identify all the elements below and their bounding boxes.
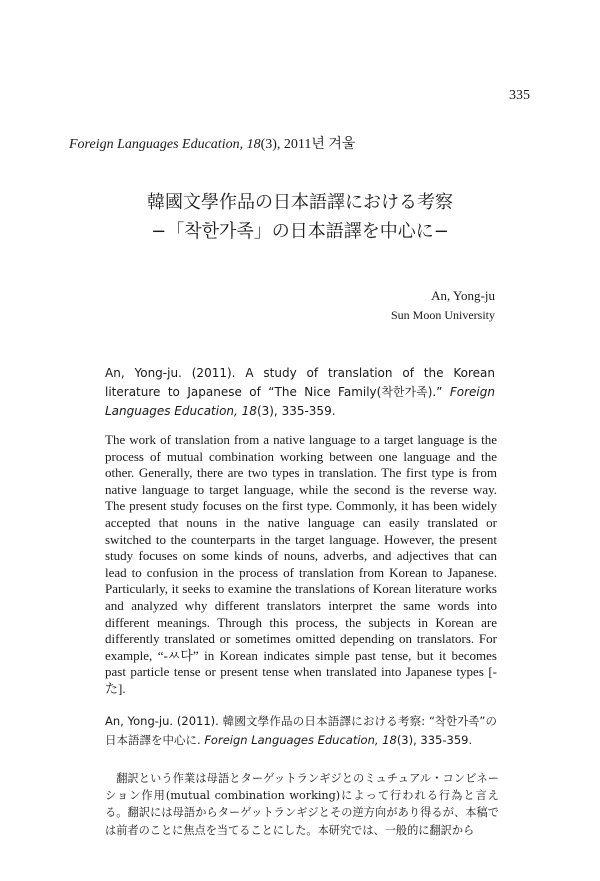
title-line-1: 韓國文學作品の日本語譯における考察 [147,192,453,213]
author-block [391,286,495,324]
journal-issue: (3), 2011년 겨울 [260,137,356,152]
author-name: An, Yong-ju [431,288,495,303]
citation-japanese-journal: Foreign Languages Education, 18 [204,733,397,747]
journal-name: Foreign Languages Education, [69,137,247,152]
citation-japanese-prefix: An, Yong-ju. (2011). 韓國文學作品の日本語譯における考察: “착한가족”の日本語譯を中心に. [105,714,497,747]
citation-japanese [105,712,497,750]
title-line-2: −「착한가족」の日本語譯を中心に− [151,221,449,242]
citation-english-journal: Foreign Languages Education, 18 [105,385,495,418]
page-number: 335 [509,88,530,103]
citation-english-suffix: (3), 335-359. [256,404,336,418]
citation-english [105,364,495,421]
citation-japanese-suffix: (3), 335-359. [396,733,473,747]
japanese-body-text: 翻訳という作業は母語とターゲットランギジとのミュチュアル・コンビネーション作用(mutual combination working)によって行われる行為と言える。翻訳には母語からターゲットランギジとその逆方向があり得るが、本稿では前者のことに焦点を当てることにした。本研究では、一般的に翻訳から [105,772,499,837]
paper-title [0,188,600,246]
author-affiliation: Sun Moon University [390,308,495,322]
citation-english-prefix: An, Yong-ju. (2011). A study of translation of the Korean literature to Japanese of “The Nice Family(착한가족).” [105,366,495,399]
journal-reference [69,133,355,153]
journal-volume: 18 [246,137,261,152]
abstract-text: The work of translation from a native language to a target language is the process of mutual combination working between one language and the other. Generally, there are two types in translation. The first type is from native language to target language, while the second is the reverse way. The present study focuses on the first type. Commonly, it has been widely accepted that nouns in the native language can easily translated or switched to the counterparts in the target language. However, the present study focuses on some kinds of nouns, adverbs, and adjectives that can lead to confusion in the process of translation from Korean to Japanese. Particularly, it seeks to examine the translations of Korean literature works and analyzed why different translators interpret the same words into different meanings. Through this process, the subjects in Korean are differently translated or sometimes omitted depending on translators. For example, “-ㅆ다” in Korean indicates simple past tense, but it becomes past particle tense or present tense when translated into Japanese types [-た]. [105,432,497,696]
